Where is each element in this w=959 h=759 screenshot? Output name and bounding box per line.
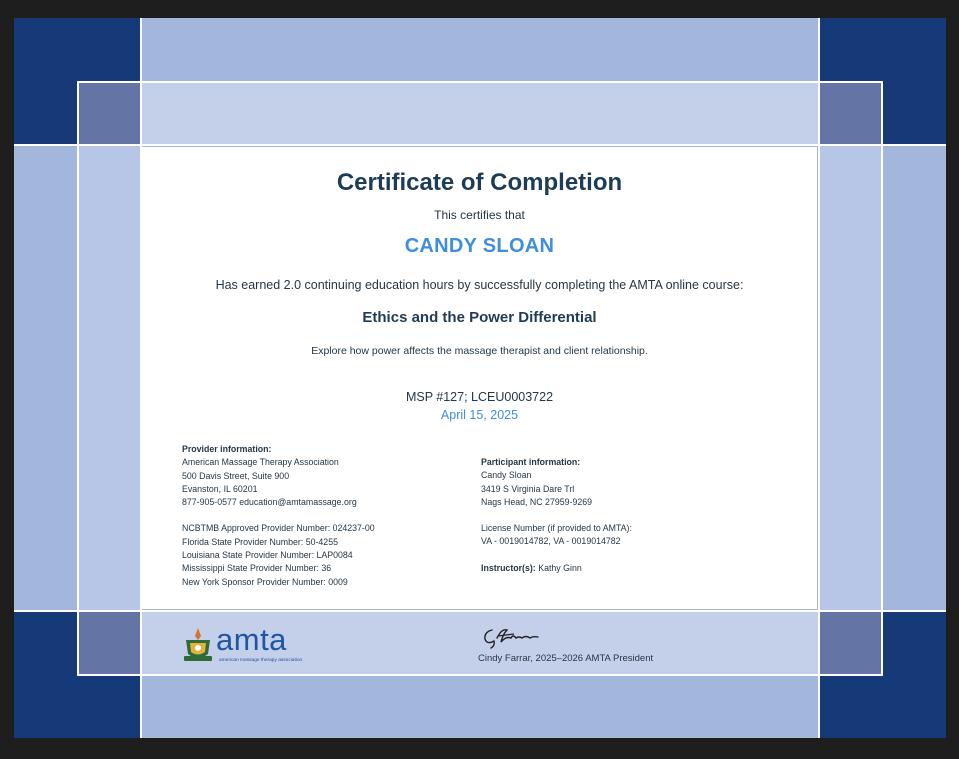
msp-code: MSP #127; LCEU0003722: [405, 390, 554, 404]
instructor-label: Instructor(s):: [481, 562, 536, 573]
provider-heading: Provider information:: [182, 444, 272, 454]
course-description: Explore how power affects the massage therapist and client relationship.: [311, 345, 648, 357]
frame-line: [881, 81, 883, 676]
provider-number: Louisiana State Provider Number: LAP0084: [182, 550, 353, 561]
provider-number: New York Sponsor Provider Number: 0009: [182, 576, 348, 587]
frame-band-top: [141, 82, 819, 145]
instructor-line: [481, 562, 781, 575]
provider-info: [182, 443, 482, 589]
frame-line: [77, 81, 883, 83]
certificate-body: [142, 147, 817, 609]
participant-info: [481, 456, 781, 575]
frame-square-bottom-left: [78, 611, 141, 675]
certifies-text: This certifies that: [434, 208, 525, 222]
license-label: License Number (if provided to AMTA):: [481, 523, 632, 534]
participant-heading: Participant information:: [481, 457, 581, 467]
frame-square-bottom-right: [819, 611, 882, 675]
completion-date: April 15, 2025: [440, 408, 519, 422]
amta-logo-subtext: american massage therapy association: [219, 658, 303, 663]
frame-line: [818, 18, 820, 738]
amta-emblem-icon: [180, 626, 216, 666]
signature-caption: Cindy Farrar, 2025–2026 AMTA President: [478, 653, 654, 664]
participant-line: Candy Sloan: [481, 470, 532, 481]
provider-number: Mississippi State Provider Number: 36: [182, 563, 332, 574]
frame-band-right: [819, 145, 882, 611]
frame-line: [14, 144, 946, 146]
provider-line: American Massage Therapy Association: [182, 457, 339, 468]
provider-line: 500 Davis Street, Suite 900: [182, 470, 290, 481]
earned-text: Has earned 2.0 continuing education hours by successfully completing the AMTA online course:: [215, 278, 744, 292]
amta-logo-text: amta: [216, 622, 287, 657]
provider-line: Evanston, IL 60201: [182, 483, 258, 494]
frame-line: [77, 674, 883, 676]
frame-square-top-right: [819, 82, 882, 145]
participant-line: 3419 S Virginia Dare Trl: [481, 483, 575, 494]
certificate-title: Certificate of Completion: [336, 169, 623, 196]
frame-band-left: [78, 145, 141, 611]
course-title: Ethics and the Power Differential: [362, 309, 597, 326]
provider-line: 877-905-0577 education@amtamassage.org: [182, 497, 357, 508]
frame-square-top-left: [78, 82, 141, 145]
instructor-name: Kathy Ginn: [538, 562, 582, 573]
provider-number: Florida State Provider Number: 50-4255: [182, 536, 338, 547]
license-value: VA - 0019014782, VA - 0019014782: [481, 536, 621, 547]
frame-line: [77, 81, 79, 676]
frame-line: [14, 610, 946, 612]
provider-number: NCBTMB Approved Provider Number: 024237-00: [182, 523, 375, 534]
participant-line: Nags Head, NC 27959-9269: [481, 496, 593, 507]
president-signature: [480, 624, 544, 650]
certificate: [14, 18, 946, 738]
recipient-name: CANDY SLOAN: [404, 235, 555, 257]
